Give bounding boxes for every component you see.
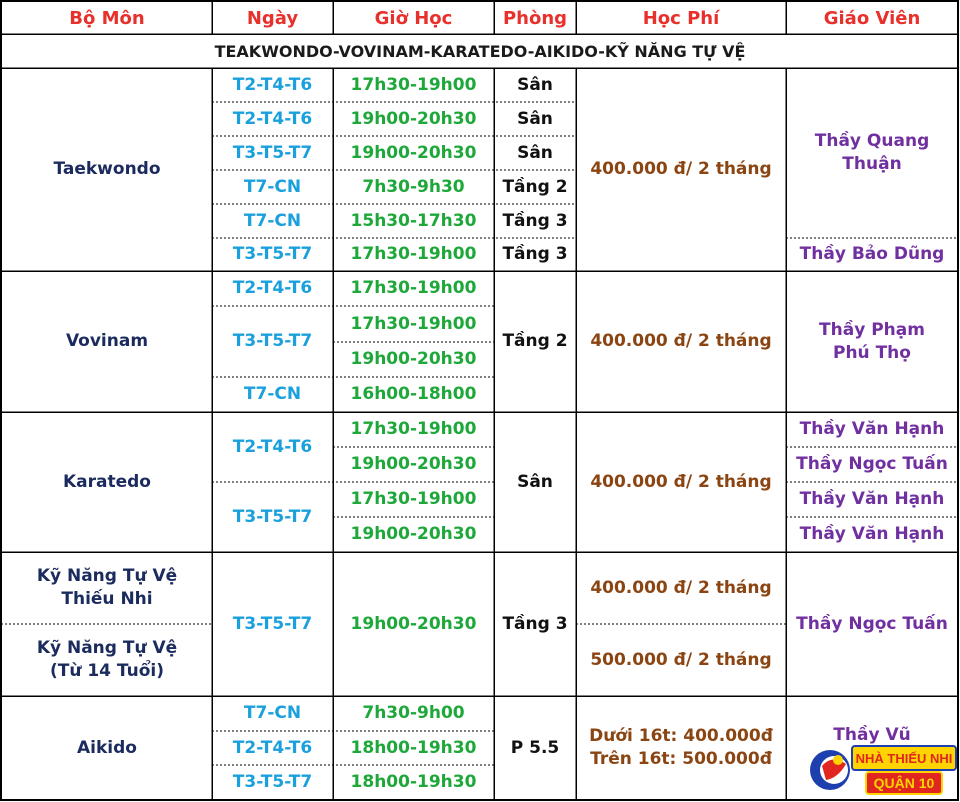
taekwondo-time: 17h30-19h00 [350,244,477,264]
karatedo-day: T2-T4-T6 [232,436,313,457]
nha-thieu-nhi-logo [808,736,958,798]
taekwondo-room: Tầng 3 [502,210,568,231]
subject-aikido: Aikido [77,737,137,758]
subject-self-defense-teens: Kỹ Năng Tự Vệ (Từ 14 Tuổi) [36,638,178,681]
aikido-time: 18h00-19h30 [350,737,477,758]
vovinam-fee: 400.000 đ/ 2 tháng [590,331,772,351]
subject-self-defense-kids: Kỹ Năng Tự Vệ Thiếu Nhi [36,566,178,609]
band-title: TEAKWONDO-VOVINAM-KARATEDO-AIKIDO-KỸ NĂNG TỰ VỆ [214,41,746,61]
taekwondo-time: 17h30-19h00 [350,74,477,95]
self-defense-day: T3-T5-T7 [232,613,313,634]
taekwondo-day: T3-T5-T7 [232,142,313,163]
taekwondo-time: 15h30-17h30 [350,210,477,231]
taekwondo-fee: 400.000 đ/ 2 tháng [590,159,772,179]
vovinam-time: 19h00-20h30 [350,349,477,369]
karatedo-time: 17h30-19h00 [350,419,477,439]
aikido-day: T7-CN [243,703,302,723]
self-defense-fee-kids: 400.000 đ/ 2 tháng [590,577,772,598]
karatedo-day: T3-T5-T7 [232,506,313,527]
self-defense-time: 19h00-20h30 [350,613,477,634]
vovinam-teacher: Thầy Phạm Phú Thọ [819,319,925,363]
aikido-room: P 5.5 [510,737,560,758]
taekwondo-day: T2-T4-T6 [232,74,313,95]
nha-thieu-nhi-logo-icon [808,736,958,798]
karatedo-fee: 400.000 đ/ 2 tháng [590,471,772,492]
subject-vovinam: Vovinam [65,331,149,351]
vovinam-time: 17h30-19h00 [350,278,477,298]
vovinam-day: T7-CN [243,384,302,404]
taekwondo-teacher: Thầy Bảo Dũng [799,244,945,264]
taekwondo-day: T3-T5-T7 [232,244,313,264]
karatedo-time: 19h00-20h30 [350,454,477,474]
subject-karatedo: Karatedo [62,471,151,492]
logo-line1: NHÀ THIẾU NHI [855,751,953,766]
karatedo-teacher: Thầy Ngọc Tuấn [796,454,948,474]
aikido-teacher: Thầy Vũ [833,725,911,745]
taekwondo-time: 19h00-20h30 [350,108,477,129]
header-fee: Học Phí [642,7,720,29]
taekwondo-teacher: Thầy Quang Thuận [814,131,930,174]
taekwondo-day: T7-CN [243,210,302,231]
karatedo-time: 19h00-20h30 [350,524,477,544]
karatedo-room: Sân [517,471,553,492]
header-time: Giờ Học [374,7,453,29]
aikido-fee: Dưới 16t: 400.000đ Trên 16t: 500.000đ [589,726,773,769]
subject-taekwondo: Taekwondo [53,159,161,179]
taekwondo-room: Tầng 2 [502,176,568,197]
aikido-time: 7h30-9h00 [362,703,465,723]
vovinam-day: T2-T4-T6 [232,278,313,298]
taekwondo-time: 7h30-9h30 [362,176,465,197]
taekwondo-room: Sân [517,108,553,129]
taekwondo-room: Sân [517,74,553,95]
vovinam-time: 16h00-18h00 [350,384,477,404]
logo-line2: QUẬN 10 [873,775,935,791]
aikido-day: T3-T5-T7 [232,772,313,792]
taekwondo-day: T2-T4-T6 [232,108,313,129]
header-day: Ngày [246,7,299,29]
self-defense-teacher: Thầy Ngọc Tuấn [796,613,948,634]
karatedo-teacher: Thầy Văn Hạnh [799,419,945,439]
self-defense-fee-teens: 500.000 đ/ 2 tháng [590,649,772,670]
aikido-day: T2-T4-T6 [232,737,313,758]
taekwondo-room: Tầng 3 [502,244,568,264]
vovinam-room: Tầng 2 [502,331,568,351]
vovinam-day: T3-T5-T7 [232,331,313,351]
header-subject: Bộ Môn [69,7,145,29]
header-teacher: Giáo Viên [823,7,921,29]
taekwondo-time: 19h00-20h30 [350,142,477,163]
taekwondo-room: Sân [517,142,553,163]
header-room: Phòng [502,7,568,29]
aikido-time: 18h00-19h30 [350,772,477,792]
karatedo-time: 17h30-19h00 [350,489,477,509]
karatedo-teacher: Thầy Văn Hạnh [799,524,945,544]
self-defense-room: Tầng 3 [502,613,568,634]
karatedo-teacher: Thầy Văn Hạnh [799,489,945,509]
taekwondo-day: T7-CN [243,176,302,197]
vovinam-time: 17h30-19h00 [350,313,477,334]
